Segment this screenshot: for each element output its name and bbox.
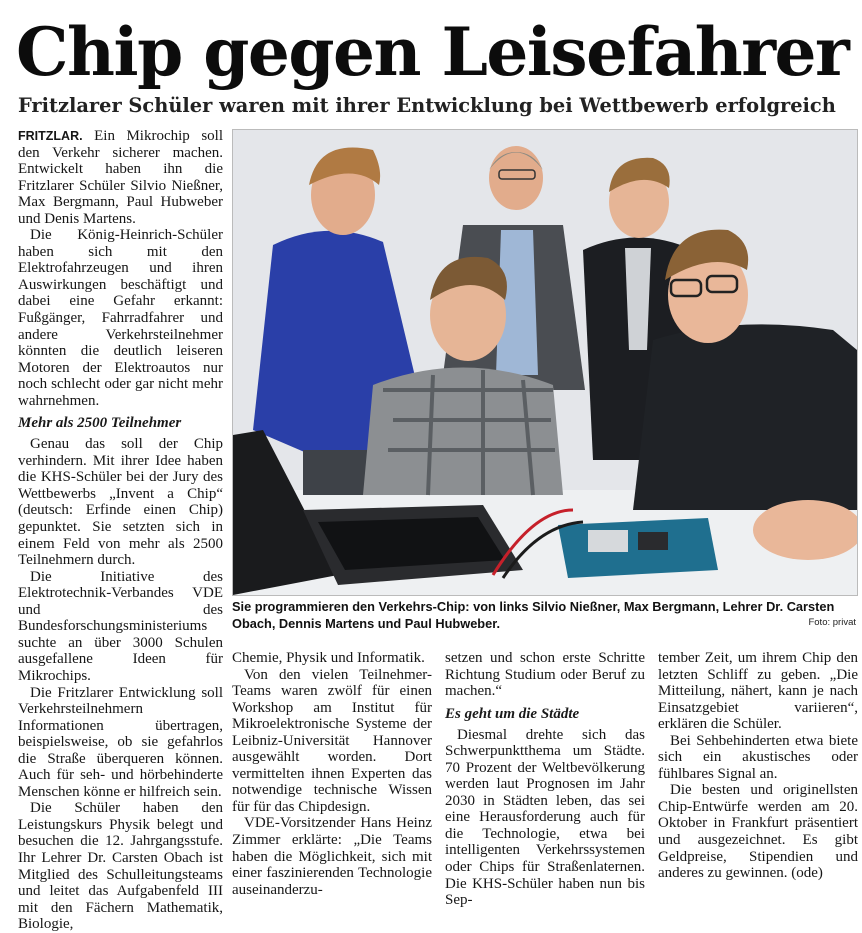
body-paragraph: Die Schüler haben den Leistungskurs Physik belegt und besuchen die 12. Jahrgangsstufe. Ihr Lehrer Dr. Carsten Obach ist Mitglied des Schulleitungsteams und leitet das Aufgabenfeld III mit den Fächern Mathematik, Biologie, bbox=[18, 800, 223, 933]
body-paragraph: Die Fritzlarer Entwicklung soll Verkehrsteilnehmern Informationen übertragen, beispielsweise, ob sie gefahrlos die Straße überqueren können. Auch für seh- und hörbehinderte Menschen könne er hilfreich sein. bbox=[18, 684, 223, 800]
body-paragraph: Genau das soll der Chip verhindern. Mit ihrer Idee haben die KHS-Schüler bei der Jury des Wettbewerbs „Invent a Chip“ (deutsch: Erfinde einen Chip) gepunktet. Sie setzten sich in einem Feld von mehr als 2500 Teilnehmern durch. bbox=[18, 436, 223, 569]
subheadline: Fritzlarer Schüler waren mit ihrer Entwicklung bei Wettbewerb erfolgreich bbox=[18, 94, 836, 117]
intro-paragraph bbox=[18, 128, 223, 227]
column-2 bbox=[232, 650, 432, 898]
body-paragraph: tember Zeit, um ihrem Chip den letzten Schliff zu geben. „Die Mitteilung, nähert, kann je nach Einsatzgebiet variieren“, erklären die Schüler. bbox=[658, 650, 858, 733]
subheading-staedte: Es geht um die Städte bbox=[445, 705, 580, 722]
photo-caption: Sie programmieren den Verkehrs-Chip: von links Silvio Nießner, Max Bergmann, Lehrer Dr. Carsten Obach, Dennis Martens und Paul Hubweber. bbox=[232, 599, 835, 631]
body-paragraph: Bei Sehbehinderten etwa biete sich ein akustisches oder fühlbares Signal an. bbox=[658, 732, 858, 782]
body-paragraph: setzen und schon erste Schritte Richtung Studium oder Beruf zu machen.“ bbox=[445, 650, 645, 700]
body-paragraph: VDE-Vorsitzender Hans Heinz Zimmer erklärte: „Die Teams haben die Möglichkeit, sich mit einer faszinierenden Technologie auseinanderzu- bbox=[232, 815, 432, 898]
dateline: FRITZLAR. bbox=[18, 129, 83, 143]
headline: Chip gegen Leisefahrer bbox=[16, 13, 849, 91]
body-paragraph: Die Initiative des Elektrotechnik-Verbandes VDE und des Bundesforschungsministeriums suchte an über 3000 Schulen ausgefallene Ideen für Mikrochips. bbox=[18, 568, 223, 684]
article-photo bbox=[232, 129, 858, 596]
body-paragraph: Von den vielen Teilnehmer-Teams waren zwölf für einen Workshop am Institut für Mikroelektronische Systeme der Leibniz-Universität Hannover ausgewählt worden. Dort vermittelten ihnen Experten das notwendige technische Wissen für für das Chipdesign. bbox=[232, 666, 432, 815]
photo-credit: Foto: privat bbox=[808, 617, 856, 628]
body-paragraph: Diesmal drehte sich das Schwerpunktthema um Städte. 70 Prozent der Weltbevölkerung werden laut Prognosen im Jahr 2030 in Städten leben, das sei eine Herausforderung auch für die Technologie, etwa bei intelligenten Verkehrssystemen oder Chips für Straßenlaternen. Die KHS-Schüler haben nun bis Sep- bbox=[445, 726, 645, 909]
column-3 bbox=[445, 650, 645, 909]
subheading-teilnehmer: Mehr als 2500 Teilnehmer bbox=[18, 415, 182, 432]
body-paragraph: Chemie, Physik und Informatik. bbox=[232, 650, 425, 666]
column-4 bbox=[658, 650, 858, 882]
photo-illustration bbox=[233, 130, 857, 595]
intro-text: Ein Mikrochip soll den Verkehr sicherer machen. Entwickelt haben ihn die Fritzlarer Schüler Silvio Nießner, Max Bergmann, Paul Hubweber und Denis Martens. bbox=[18, 128, 223, 227]
body-paragraph: Die König-Heinrich-Schüler haben sich mit den Elektrofahrzeugen und ihren Auswirkungen beschäftigt und dabei eine Gefahr erkannt: Fußgänger, Fahrradfahrer und andere Verkehrsteilnehmer könnten die deutlich leiseren Motoren der Elektroautos nur noch schlecht oder gar nicht mehr wahrnehmen. bbox=[18, 227, 223, 409]
column-1 bbox=[18, 128, 223, 933]
body-paragraph: Die besten und originellsten Chip-Entwürfe werden am 20. Oktober in Frankfurt präsentiert und ausgezeichnet. Es gibt Geldpreise, Stipendien und anderes zu gewinnen. (ode) bbox=[658, 782, 858, 882]
